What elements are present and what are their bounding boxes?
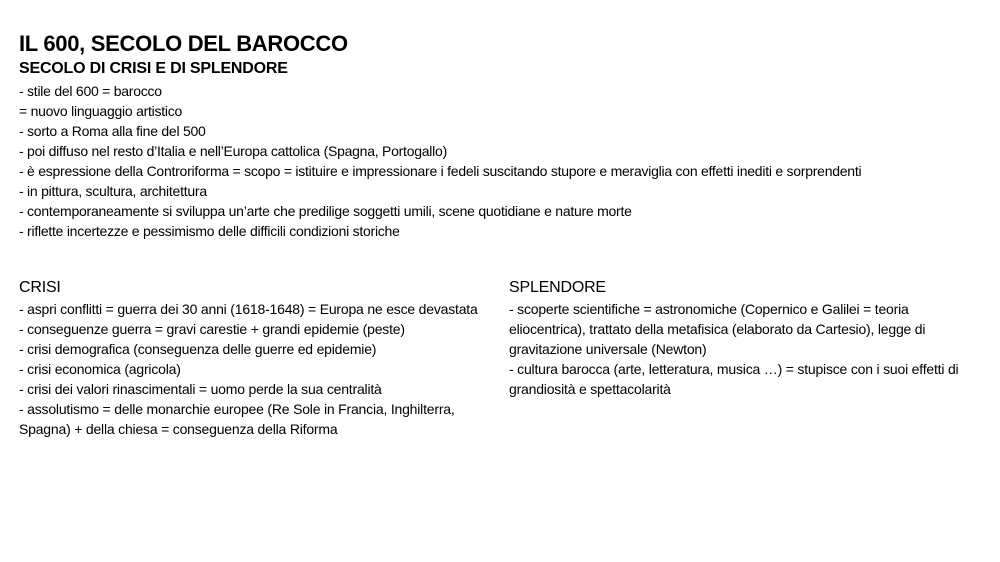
crisi-item: - crisi dei valori rinascimentali = uomo perde la sua centralità xyxy=(19,381,382,397)
intro-line: - stile del 600 = barocco xyxy=(19,83,162,99)
intro-line: - poi diffuso nel resto d’Italia e nell’Europa cattolica (Spagna, Portogallo) xyxy=(19,143,447,159)
splendore-heading: SPLENDORE xyxy=(509,279,606,296)
crisi-column xyxy=(19,277,479,439)
splendore-item: - cultura barocca (arte, letteratura, musica …) = stupisce con i suoi effetti di grandiosità e spettacolarità xyxy=(509,361,959,397)
slide-title: IL 600, SECOLO DEL BAROCCO xyxy=(19,31,348,56)
intro-list xyxy=(19,81,994,241)
slide-subtitle: SECOLO DI CRISI E DI SPLENDORE xyxy=(19,60,288,77)
intro-line: = nuovo linguaggio artistico xyxy=(19,103,183,119)
intro-line: - in pittura, scultura, architettura xyxy=(19,183,207,199)
crisi-item: - aspri conflitti = guerra dei 30 anni (1618-1648) = Europa ne esce devastata xyxy=(19,301,478,317)
intro-line: - è espressione della Controriforma = scopo = istituire e impressionare i fedeli suscitando stupore e meraviglia con effetti inediti e sorprendenti xyxy=(19,163,862,179)
splendore-item: - scoperte scientifiche = astronomiche (Copernico e Galilei = teoria eliocentrica), trattato della metafisica (elaborato da Cartesio), legge di gravitazione universale (Newton) xyxy=(509,301,926,357)
crisi-item: - crisi demografica (conseguenza delle guerre ed epidemie) xyxy=(19,341,377,357)
splendore-column xyxy=(509,277,974,399)
intro-line: - sorto a Roma alla fine del 500 xyxy=(19,123,206,139)
crisi-item: - conseguenze guerra = gravi carestie + grandi epidemie (peste) xyxy=(19,321,405,337)
crisi-item: - assolutismo = delle monarchie europee (Re Sole in Francia, Inghilterra, Spagna) + della chiesa = conseguenza della Riforma xyxy=(19,401,455,437)
crisi-item: - crisi economica (agricola) xyxy=(19,361,181,377)
intro-line: - riflette incertezze e pessimismo delle difficili condizioni storiche xyxy=(19,223,400,239)
intro-line: - contemporaneamente si sviluppa un’arte che predilige soggetti umili, scene quotidiane e nature morte xyxy=(19,203,632,219)
crisi-heading: CRISI xyxy=(19,279,61,296)
